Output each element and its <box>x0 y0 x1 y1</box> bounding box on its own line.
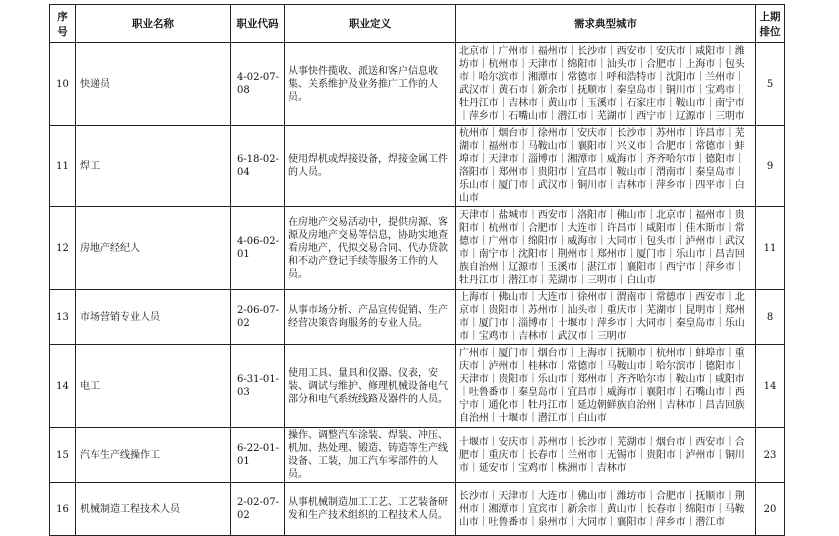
table-row <box>50 207 785 290</box>
row-definition: 使用工具、量具和仪器、仪表，安装、调试与维护、修理机械设备电气部分和电气系统线路及器件的人员。 <box>285 345 456 428</box>
row-definition: 在房地产交易活动中，提供房源、客源及房地产交易等信息，协助实地查看房地产，代拟交易合同、代办贷款和不动产登记手续等服务工作的人员。 <box>285 207 456 290</box>
row-definition: 从事快件揽收、派送和客户信息收集、关系维护及业务推广工作的人员。 <box>285 43 456 126</box>
row-code: 6-22-01-01 <box>231 428 285 483</box>
row-seq: 16 <box>50 483 76 536</box>
row-seq: 14 <box>50 345 76 428</box>
header-definition: 职业定义 <box>285 5 456 43</box>
row-prev-rank: 14 <box>756 345 785 428</box>
table-row <box>50 345 785 428</box>
row-cities: 广州市｜厦门市｜烟台市｜上海市｜抚顺市｜杭州市｜蚌埠市｜重庆市｜泸州市｜桂林市｜常德市｜马鞍山市｜哈尔滨市｜德阳市｜天津市｜贵阳市｜乐山市｜郑州市｜齐齐哈尔市｜鞍山市｜咸阳市｜吐鲁番市｜秦皇岛市｜宜昌市｜威海市｜襄阳市｜石嘴山市｜西宁市｜通化市｜牡丹江市｜延边朝鲜族自治州｜吉林市｜昌吉回族自治州｜十堰市｜潜江市｜白山市 <box>456 345 756 428</box>
row-name: 电工 <box>76 345 231 428</box>
table-row <box>50 290 785 345</box>
row-definition: 从事机械制造加工工艺、工艺装备研发和生产技术组织的工程技术人员。 <box>285 483 456 536</box>
table-row <box>50 483 785 536</box>
table-row <box>50 126 785 207</box>
row-code: 2-02-07-02 <box>231 483 285 536</box>
row-definition: 操作、调整汽车涂装、焊装、冲压、机加、热处理、锻造、铸造等生产线设备、工装，加工汽车零部件的人员。 <box>285 428 456 483</box>
header-prev-rank: 上期排位 <box>756 5 785 43</box>
row-seq: 15 <box>50 428 76 483</box>
row-cities: 上海市｜佛山市｜大连市｜徐州市｜渭南市｜常德市｜西安市｜北京市｜贵阳市｜苏州市｜汕头市｜重庆市｜芜湖市｜昆明市｜郑州市｜厦门市｜淄博市｜十堰市｜萍乡市｜大同市｜秦皇岛市｜乐山市｜宝鸡市｜吉林市｜武汉市｜三明市 <box>456 290 756 345</box>
row-cities: 杭州市｜烟台市｜徐州市｜安庆市｜长沙市｜苏州市｜许昌市｜芜湖市｜福州市｜马鞍山市｜襄阳市｜兴义市｜合肥市｜常德市｜蚌埠市｜天津市｜淄博市｜湘潭市｜威海市｜齐齐哈尔市｜德阳市｜洛阳市｜郑州市｜贵阳市｜宜昌市｜鞍山市｜渭南市｜秦皇岛市｜乐山市｜厦门市｜武汉市｜铜川市｜吉林市｜萍乡市｜四平市｜白山市 <box>456 126 756 207</box>
row-code: 2-06-07-02 <box>231 290 285 345</box>
row-prev-rank: 5 <box>756 43 785 126</box>
row-name: 市场营销专业人员 <box>76 290 231 345</box>
row-name: 汽车生产线操作工 <box>76 428 231 483</box>
row-seq: 11 <box>50 126 76 207</box>
row-cities: 十堰市｜安庆市｜苏州市｜长沙市｜芜湖市｜烟台市｜西安市｜合肥市｜重庆市｜长春市｜兰州市｜无锡市｜贵阳市｜泸州市｜铜川市｜延安市｜宝鸡市｜株洲市｜吉林市 <box>456 428 756 483</box>
row-seq: 13 <box>50 290 76 345</box>
header-seq: 序号 <box>50 5 76 43</box>
row-prev-rank: 11 <box>756 207 785 290</box>
occupation-table <box>49 4 785 536</box>
row-definition: 使用焊机或焊接设备，焊接金属工件的人员。 <box>285 126 456 207</box>
row-prev-rank: 9 <box>756 126 785 207</box>
row-name: 快递员 <box>76 43 231 126</box>
table-row <box>50 428 785 483</box>
row-code: 4-06-02-01 <box>231 207 285 290</box>
header-name: 职业名称 <box>76 5 231 43</box>
table-row <box>50 43 785 126</box>
header-row <box>50 5 785 43</box>
row-code: 6-31-01-03 <box>231 345 285 428</box>
row-code: 4-02-07-08 <box>231 43 285 126</box>
row-seq: 10 <box>50 43 76 126</box>
row-name: 房地产经纪人 <box>76 207 231 290</box>
row-cities: 北京市｜广州市｜福州市｜长沙市｜西安市｜安庆市｜咸阳市｜潍坊市｜杭州市｜天津市｜绵阳市｜汕头市｜合肥市｜上海市｜包头市｜哈尔滨市｜湘潭市｜常德市｜呼和浩特市｜沈阳市｜兰州市｜武汉市｜黄石市｜新余市｜抚顺市｜秦皇岛市｜铜川市｜宝鸡市｜牡丹江市｜吉林市｜黄山市｜玉溪市｜石家庄市｜鞍山市｜南宁市｜萍乡市｜石嘴山市｜潜江市｜芜湖市｜西宁市｜辽源市｜三明市 <box>456 43 756 126</box>
row-code: 6-18-02-04 <box>231 126 285 207</box>
row-prev-rank: 23 <box>756 428 785 483</box>
row-cities: 天津市｜盐城市｜西安市｜洛阳市｜佛山市｜北京市｜福州市｜贵阳市｜杭州市｜合肥市｜大连市｜许昌市｜咸阳市｜佳木斯市｜常德市｜广州市｜绵阳市｜威海市｜大同市｜包头市｜泸州市｜武汉市｜南宁市｜沈阳市｜荆州市｜郑州市｜厦门市｜乐山市｜昌吉回族自治州｜辽源市｜玉溪市｜湛江市｜襄阳市｜西宁市｜萍乡市｜牡丹江市｜潜江市｜芜湖市｜三明市｜白山市 <box>456 207 756 290</box>
row-prev-rank: 8 <box>756 290 785 345</box>
header-cities: 需求典型城市 <box>456 5 756 43</box>
row-name: 机械制造工程技术人员 <box>76 483 231 536</box>
row-name: 焊工 <box>76 126 231 207</box>
row-cities: 长沙市｜天津市｜大连市｜佛山市｜潍坊市｜合肥市｜抚顺市｜荆州市｜湘潭市｜宜宾市｜新余市｜黄山市｜长春市｜绵阳市｜马鞍山市｜吐鲁番市｜泉州市｜大同市｜襄阳市｜萍乡市｜潜江市 <box>456 483 756 536</box>
header-code: 职业代码 <box>231 5 285 43</box>
row-seq: 12 <box>50 207 76 290</box>
row-prev-rank: 20 <box>756 483 785 536</box>
row-definition: 从事市场分析、产品宣传促销、生产经营决策咨询服务的专业人员。 <box>285 290 456 345</box>
